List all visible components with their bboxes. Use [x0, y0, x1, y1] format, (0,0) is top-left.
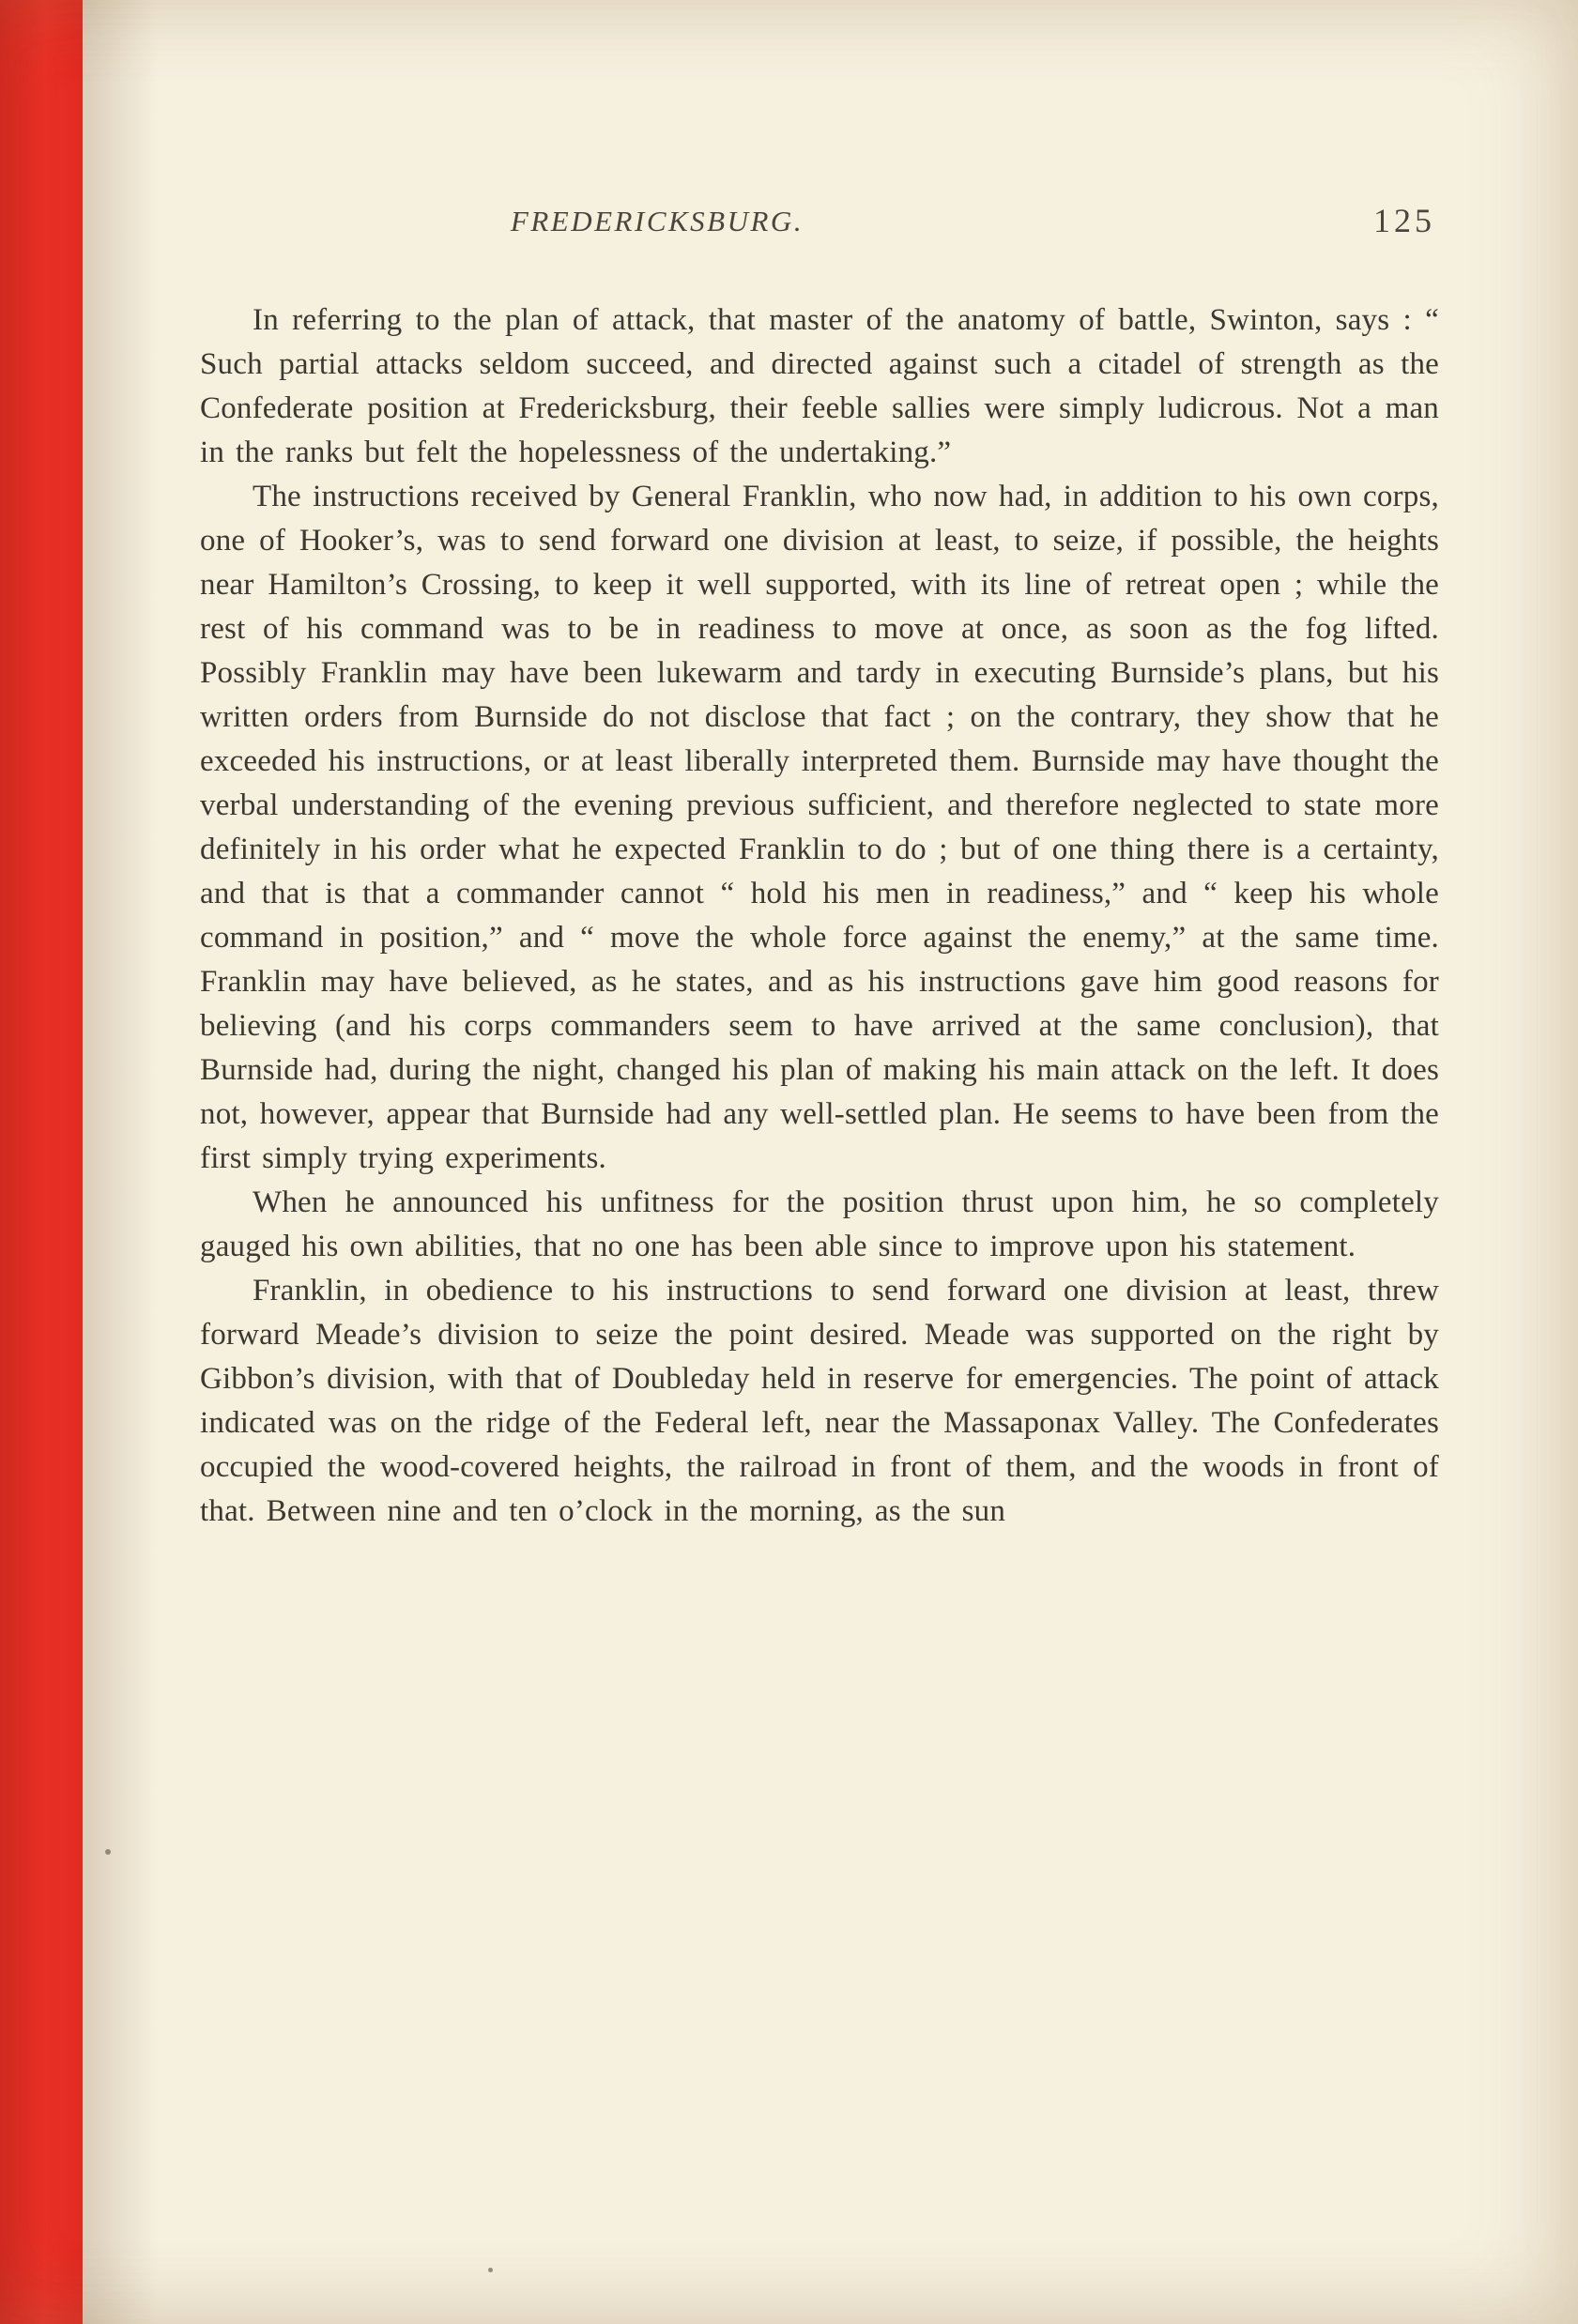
gutter-shadow — [83, 0, 158, 2324]
paragraph-4: Franklin, in obedience to his instructions to send forward one division at least, threw forward Meade’s division to seize the point desired. Meade was supported on the right by Gibbon’s division, with that of Doubleday held in reserve for emergencies. The point of attack indicated was on the ridge of the Federal left, near the Massaponax Valley. The Confederates occupied the wood-covered heights, the railroad in front of them, and the woods in front of that. Between nine and ten o’clock in the morning, as the sun — [200, 1274, 1439, 1528]
running-head — [200, 199, 1439, 261]
paragraph-1: In referring to the plan of attack, that master of the anatomy of battle, Swinton, says : “ Such partial attacks seldom succeed, and directed against such a citadel of strength as the Confederate position at Fredericksburg, their feeble sallies were simply ludicrous. Not a man in the ranks but felt the hopelessness of the undertaking.” — [200, 303, 1439, 469]
page-number: 125 — [1373, 202, 1435, 239]
book-binding-red-edge — [0, 0, 83, 2324]
body-text — [200, 298, 1439, 1534]
paragraph-2: The instructions received by General Franklin, who now had, in addition to his own corps, one of Hooker’s, was to send forward one division at least, to seize, if possible, the heights near Hamilton’s Crossing, to keep it well supported, with its line of retreat open ; while the rest of his command was to be in readiness to move at once, as soon as the fog lifted. Possibly Franklin may have been lukewarm and tardy in executing Burnside’s plans, but his written orders from Burnside do not disclose that fact ; on the contrary, they show that he exceeded his instructions, or at least liberally interpreted them. Burnside may have thought the verbal understanding of the evening previous sufficient, and therefore neglected to state more definitely in his order what he expected Franklin to do ; but of one thing there is a certainty, and that is that a commander cannot “ hold his men in readiness,” and “ keep his whole command in position,” and “ move the whole force against the enemy,” at the same time. Franklin may have believed, as he states, and as his instructions gave him good reasons for believing (and his corps commanders seem to have arrived at the same conclusion), that Burnside had, during the night, changed his plan of making his main attack on the left. It does not, however, appear that Burnside had any well-settled plan. He seems to have been from the first simply trying experiments. — [200, 480, 1439, 1175]
paragraph-3: When he announced his unfitness for the position thrust upon him, he so completely gauged his own abilities, that no one has been able since to improve upon his statement. — [200, 1185, 1439, 1263]
page-content — [200, 199, 1439, 1534]
scan-artifact-dot — [105, 1849, 111, 1855]
scan-artifact-dot — [488, 2268, 493, 2272]
chapter-running-title: FREDERICKSBURG. — [510, 205, 804, 237]
